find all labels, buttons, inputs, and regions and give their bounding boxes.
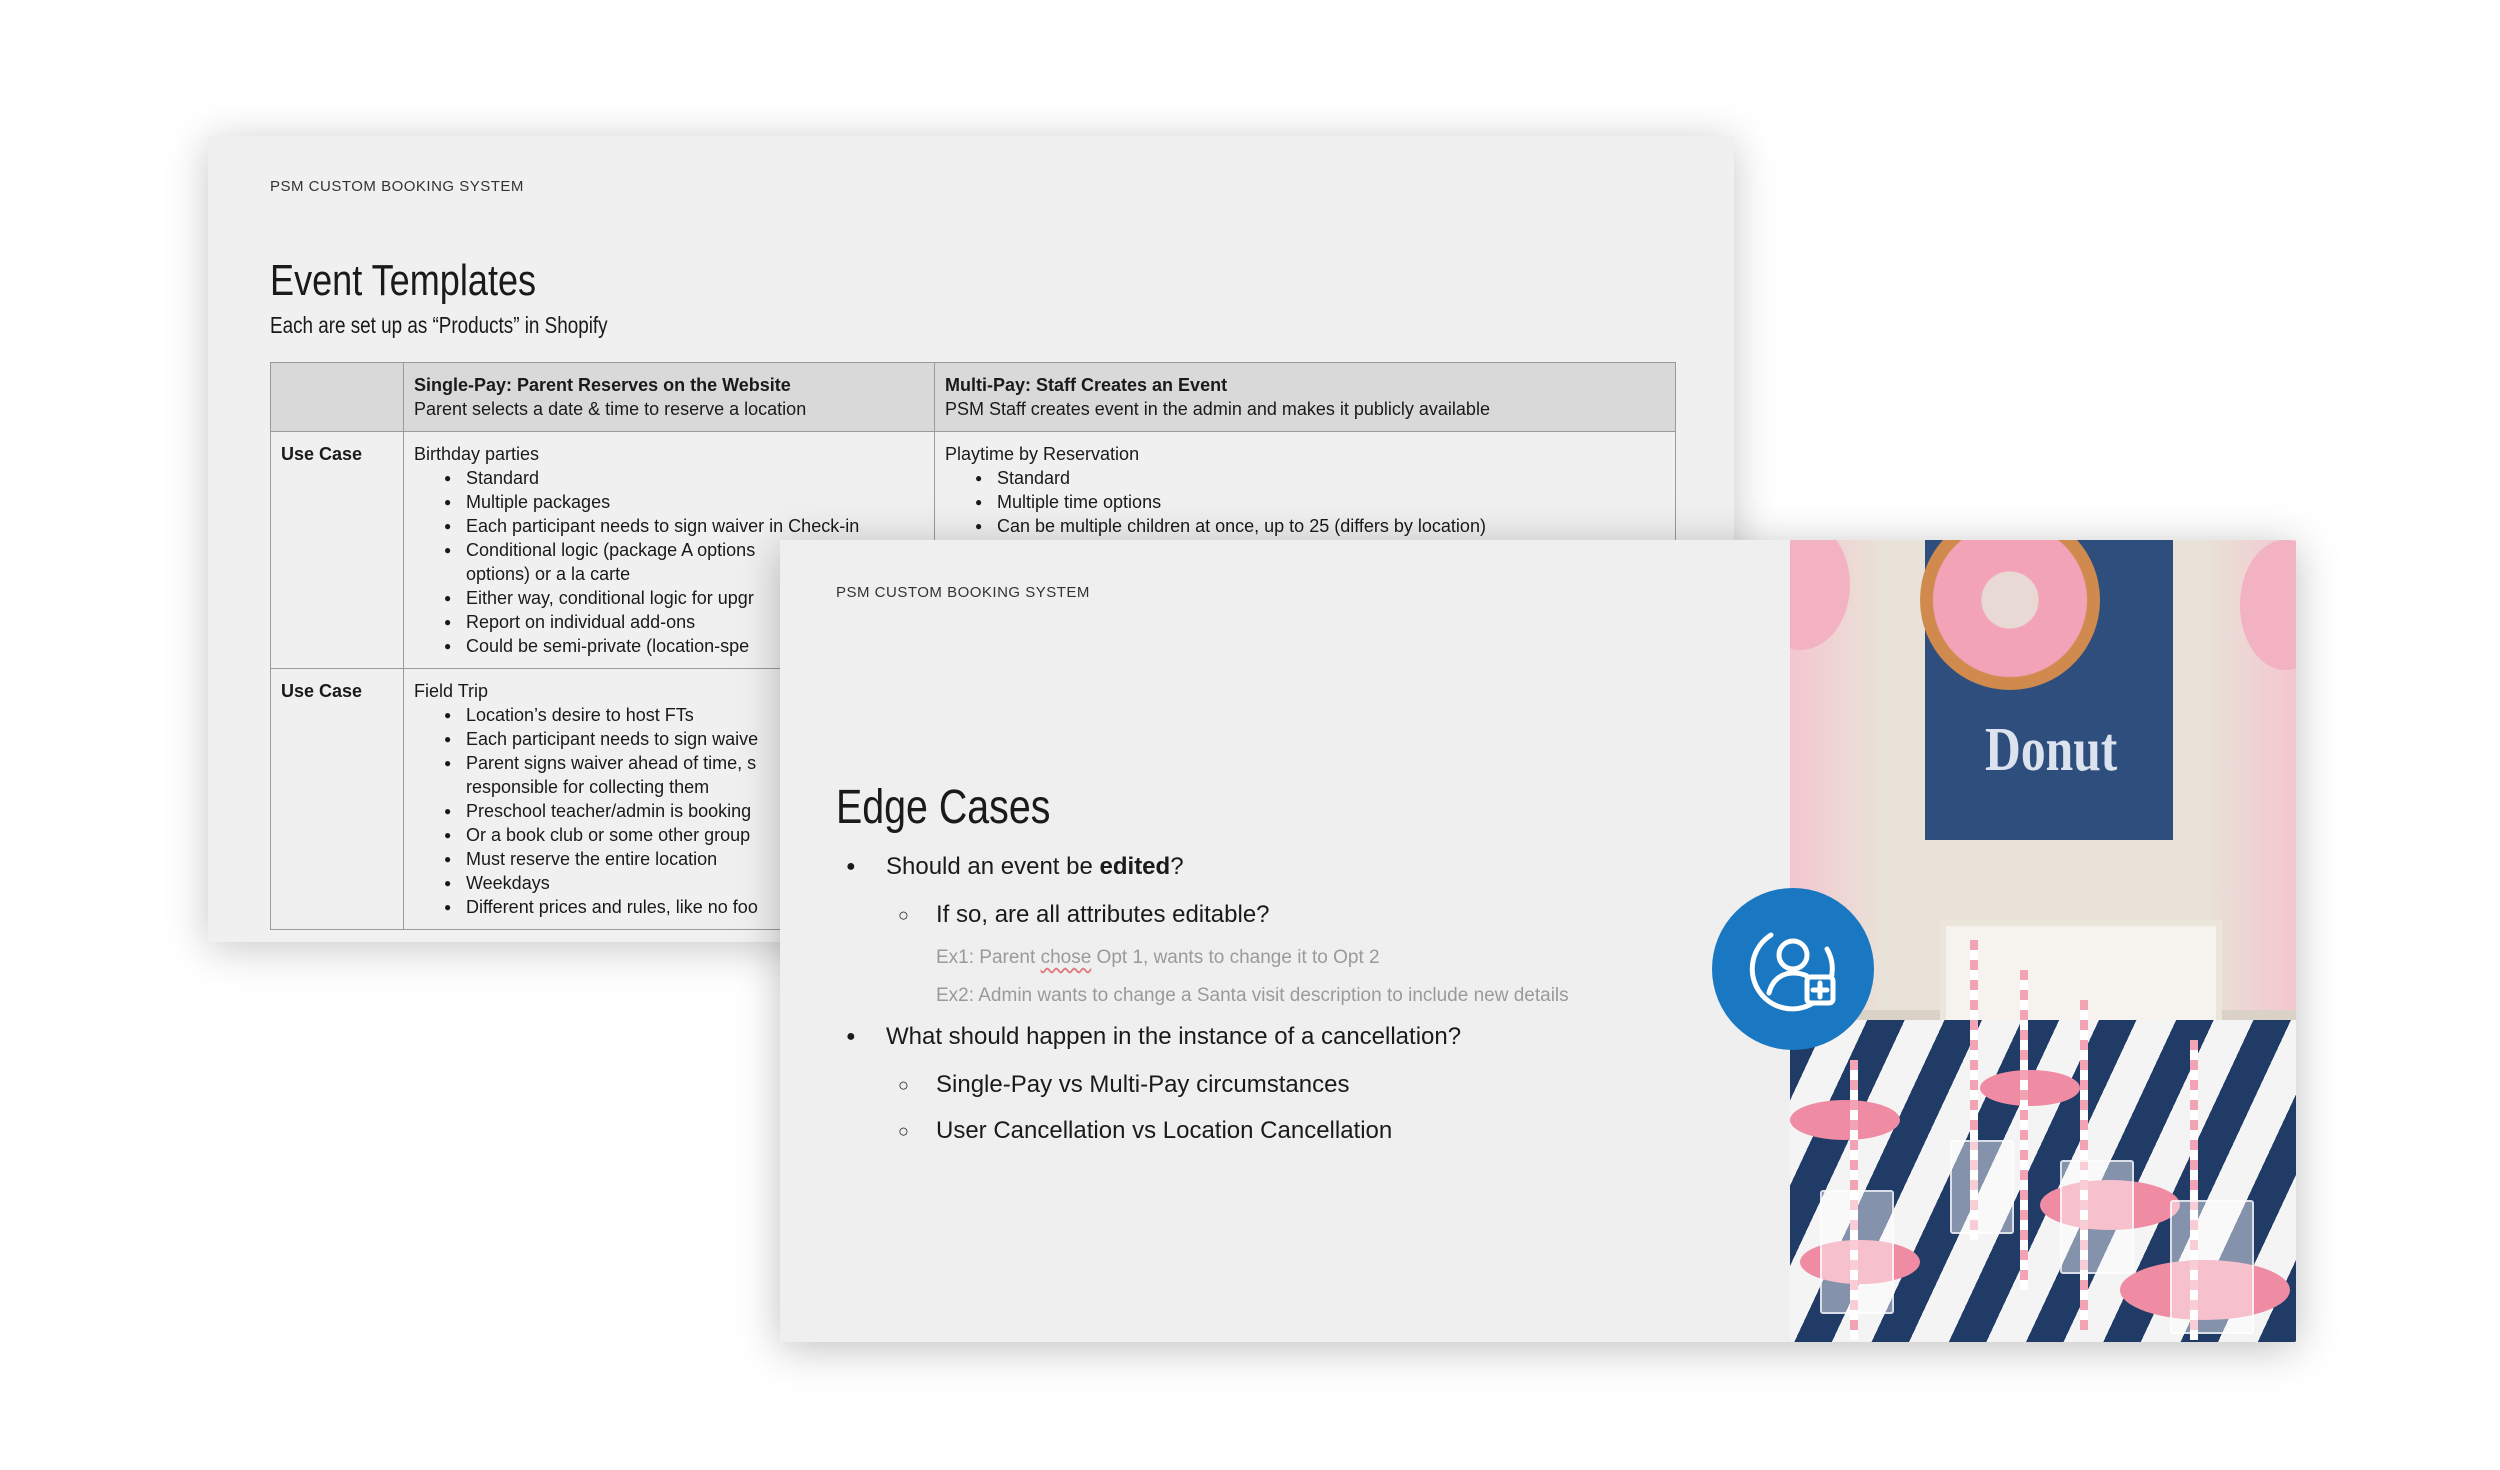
list-item: ● Different prices and rules, like no foo [444, 895, 924, 919]
list-item: ● Conditional logic (package A options [444, 538, 924, 562]
single-pay-desc: Parent selects a date & time to reserve a location [414, 399, 807, 419]
slide-title: Event Templates [270, 256, 537, 305]
edge-cases-list [836, 852, 1796, 1162]
example-2: Ex2: Admin wants to change a Santa visit description to include new details [936, 985, 1569, 1006]
list-item: ● Or a book club or some other group [444, 823, 924, 847]
list-item: ● Either way, conditional logic for upgr [444, 586, 924, 610]
cell-heading: Field Trip [414, 681, 489, 701]
user-add-icon [1741, 915, 1845, 1024]
bullet-list [945, 466, 1665, 538]
plate-shape [1790, 1100, 1900, 1140]
cup-shape [1820, 1190, 1894, 1314]
sub-point: ○ Single-Pay vs Multi-Pay circumstances [836, 1070, 1796, 1100]
list-item: ● Each participant needs to sign waive [444, 727, 924, 751]
list-item: ● Can be multiple children at once, up to 25 (differs by location) [975, 514, 1665, 538]
list-item: ● Location’s desire to host FTs [444, 703, 924, 727]
sign-text: Donut [1985, 716, 2118, 784]
slide-kicker: PSM CUSTOM BOOKING SYSTEM [270, 178, 524, 195]
slide-title: Edge Cases [836, 781, 1051, 834]
table-header-row [271, 363, 1676, 432]
single-pay-header [404, 363, 935, 432]
list-item: ● Could be semi-private (location-spe [444, 634, 924, 658]
list-item: ● Preschool teacher/admin is booking [444, 799, 924, 823]
list-item: ● Weekdays [444, 871, 924, 895]
multi-pay-header [935, 363, 1676, 432]
plate-shape [1980, 1070, 2080, 1106]
list-item: ● Multiple time options [975, 490, 1665, 514]
edge-cases-slide [780, 540, 2296, 1342]
example-text: Ex1: Parent [936, 947, 1041, 968]
list-item: ● Report on individual add-ons [444, 610, 924, 634]
straw-shape [2020, 970, 2028, 1290]
list-item-continuation: responsible for collecting them [466, 777, 710, 797]
single-pay-title: Single-Pay: Parent Reserves on the Website [414, 375, 791, 395]
list-item: ● Standard [444, 466, 924, 490]
cell-heading: Playtime by Reservation [945, 444, 1140, 464]
question-emphasis: edited [1099, 853, 1171, 880]
list-item: ● Parent signs waiver ahead of time, s [444, 751, 924, 775]
list-item: ● Each participant needs to sign waiver in Check-in [444, 514, 924, 538]
row-label: Use Case [271, 669, 404, 930]
sub-point: ○ User Cancellation vs Location Cancellation [836, 1116, 1796, 1146]
user-add-badge [1712, 888, 1874, 1050]
example-text: Opt 1, wants to change it to Opt 2 [1091, 947, 1380, 968]
row-label: Use Case [271, 432, 404, 669]
list-item: ● Multiple packages [444, 490, 924, 514]
example-1 [836, 946, 1796, 970]
question-mark: ? [1170, 853, 1184, 880]
question-text: Should an event be [886, 853, 1100, 880]
list-item: ● Must reserve the entire location [444, 847, 924, 871]
slide-subtitle: Each are set up as “Products” in Shopify [270, 312, 608, 338]
multi-pay-title: Multi-Pay: Staff Creates an Event [945, 375, 1228, 395]
question-edit [836, 852, 1796, 882]
cell-heading: Birthday parties [414, 444, 540, 464]
slide-kicker: PSM CUSTOM BOOKING SYSTEM [836, 584, 1090, 601]
table-corner-cell [271, 363, 404, 432]
spellcheck-word: chose [1040, 947, 1092, 968]
multi-pay-desc: PSM Staff creates event in the admin and makes it publicly available [945, 399, 1490, 419]
question-cancellation: ● What should happen in the instance of a cancellation? [836, 1022, 1796, 1052]
cup-shape [1950, 1140, 2014, 1234]
cup-shape [2060, 1160, 2134, 1274]
list-item-continuation: options) or a la carte [466, 564, 631, 584]
cup-shape [2170, 1200, 2254, 1334]
list-item: ● Standard [975, 466, 1665, 490]
sub-question: ○ If so, are all attributes editable? [836, 900, 1796, 930]
